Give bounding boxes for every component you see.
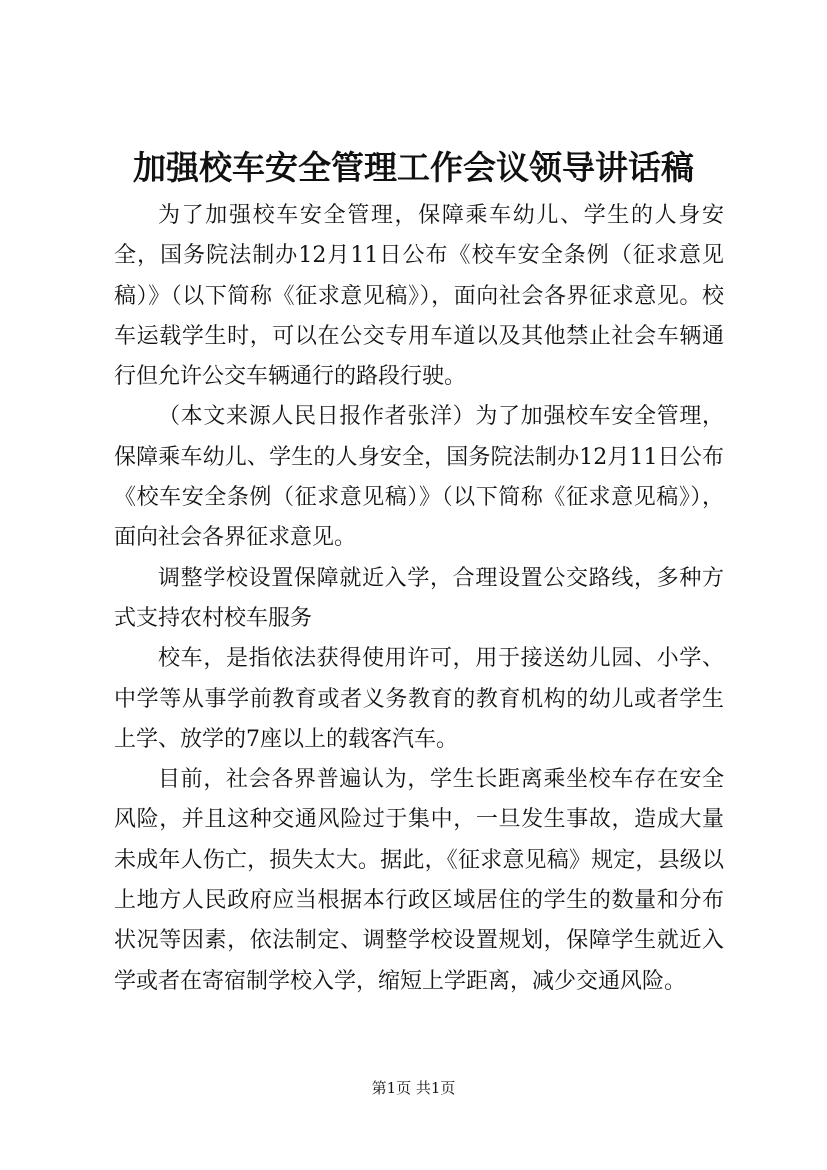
paragraph: 为了加强校车安全管理，保障乘车幼儿、学生的人身安全，国务院法制办12月11日公布《校车安全条例（征求意见稿）》（以下简称《征求意见稿》），面向社会各界征求意见。校车运载学生时，可以在公交专用车道以及其他禁止社会车辆通行但允许公交车辆通行的路段行驶。: [114, 203, 724, 390]
page-footer: 第1页 共1页: [371, 1079, 456, 1097]
paragraph: （本文来源人民日报作者张洋）为了加强校车安全管理，保障乘车幼儿、学生的人身安全，国务院法制办12月11日公布《校车安全条例（征求意见稿）》（以下简称《征求意见稿》），面向社会各界征求意见。: [114, 404, 724, 551]
paragraph: 校车，是指依法获得使用许可，用于接送幼儿园、小学、中学等从事学前教育或者义务教育的教育机构的幼儿或者学生上学、放学的7座以上的载客汽车。: [114, 646, 724, 752]
paragraph: 目前，社会各界普遍认为，学生长距离乘坐校车存在安全风险，并且这种交通风险过于集中，一旦发生事故，造成大量未成年人伤亡，损失太大。据此，《征求意见稿》规定，县级以上地方人民政府应当根据本行政区域居住的学生的数量和分布状况等因素，依法制定、调整学校设置规划，保障学生就近入学或者在寄宿制学校入学，缩短上学距离，减少交通风险。: [114, 767, 724, 994]
document-body: [114, 196, 724, 1002]
document-title: 加强校车安全管理工作会议领导讲话稿: [133, 148, 694, 187]
paragraph: 调整学校设置保障就近入学，合理设置公交路线，多种方式支持农村校车服务: [114, 565, 724, 631]
